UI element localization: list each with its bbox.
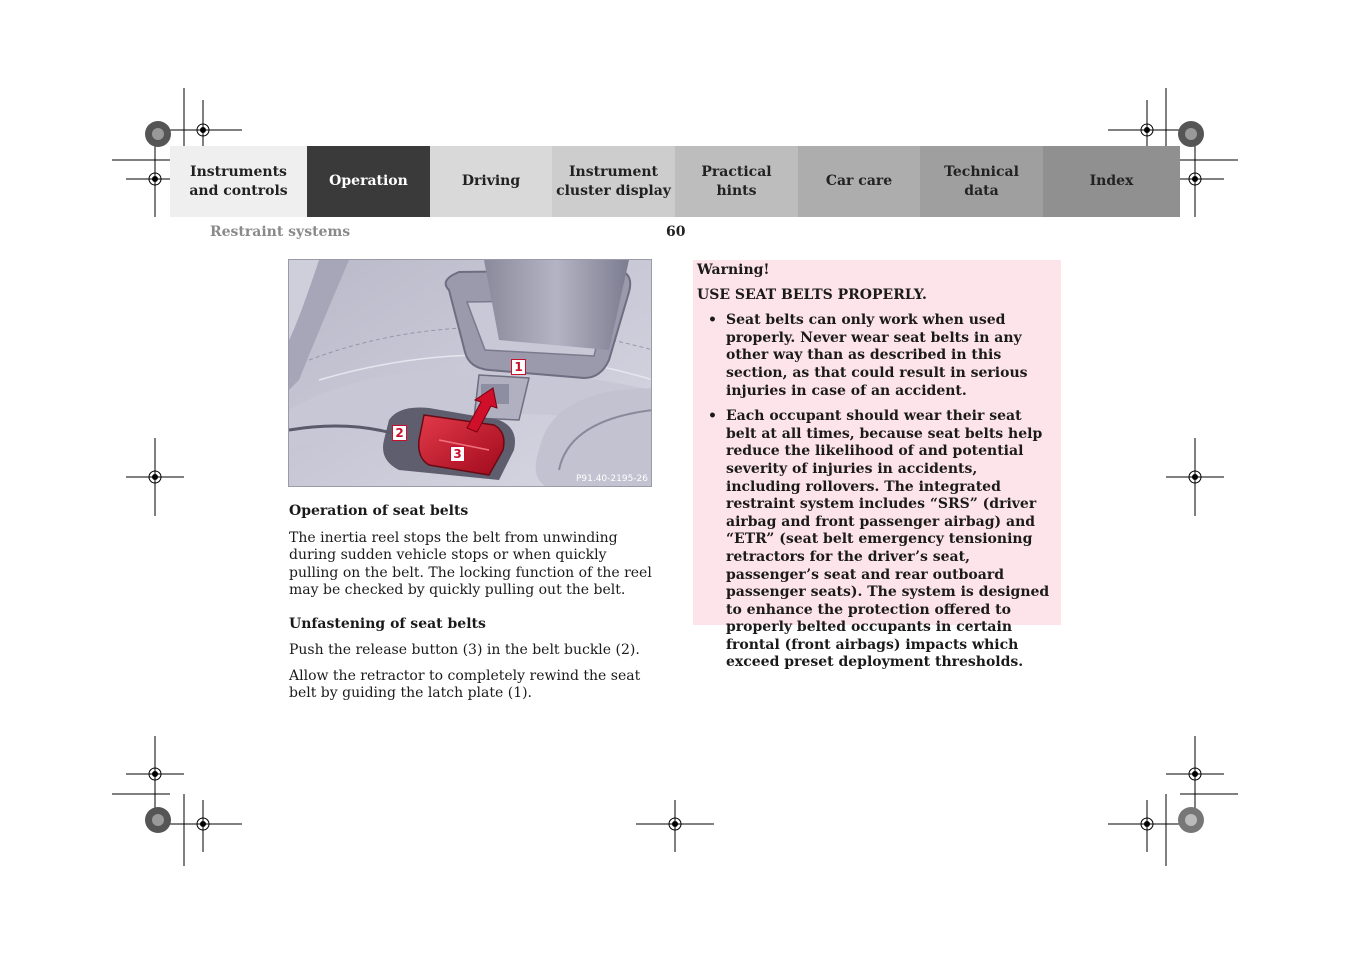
tab-practical-hints[interactable]: [675, 146, 798, 217]
figure-code: P91.40-2195-26: [575, 474, 648, 484]
tab-label: Operation: [329, 173, 408, 189]
warning-bullet-text: Each occupant should wear their seat belt at all times, because seat belts help reduce the likelihood of and potential severity of injuries in accidents, including rollovers. The integrated restraint system includes “SRS” (driver airbag and front passenger airbag) and “ETR” (seat belt emergency tensioning retractors for the driver’s seat, passenger’s seat and rear outboard passenger seats). The system is designed to enhance the protection offered to properly belted occupants in certain frontal (front airbags) impacts which exceed preset deployment thresholds.: [726, 408, 1050, 671]
paragraph-inertia-reel: The inertia reel stops the belt from unwinding during sudden vehicle stops or when quickly pulling on the belt. The locking function of the reel may be checked by quickly pulling out the belt.: [289, 529, 652, 598]
tab-instruments-and-controls[interactable]: [170, 146, 307, 217]
tab-label: Index: [1089, 173, 1134, 189]
tab-label: Practical hints: [701, 163, 772, 199]
buckle-drawing: [289, 260, 652, 487]
tab-car-care[interactable]: [798, 146, 920, 217]
callout-3: 3: [450, 446, 465, 462]
tab-technical-data[interactable]: [920, 146, 1043, 217]
warning-box: [693, 260, 1061, 671]
paragraph-release-button: Push the release button (3) in the belt buckle (2).: [289, 642, 640, 658]
tab-label: Instrument cluster display: [556, 163, 671, 199]
tab-operation[interactable]: [307, 146, 430, 217]
callout-1: 1: [511, 359, 526, 375]
chapter-tabs: [170, 146, 1180, 217]
heading-unfastening-seat-belts: Unfastening of seat belts: [289, 615, 486, 632]
tab-index[interactable]: [1043, 146, 1180, 217]
section-title: Restraint systems: [210, 224, 351, 240]
warning-bullet-item: [697, 312, 1055, 400]
warning-title: Warning!: [697, 262, 770, 278]
seat-belt-buckle-illustration: [288, 259, 652, 487]
tab-label: Driving: [461, 173, 521, 189]
page-number: 60: [666, 224, 686, 240]
warning-headline: USE SEAT BELTS PROPERLY.: [697, 286, 927, 303]
bullet-glyph: •: [708, 312, 717, 329]
warning-list: [697, 312, 1055, 672]
tab-label: Technical data: [944, 163, 1019, 199]
main-text: [289, 503, 659, 711]
bullet-glyph: •: [708, 408, 717, 425]
paragraph-retractor: Allow the retractor to completely rewind the seat belt by guiding the latch plate (1).: [289, 667, 641, 701]
callout-2: 2: [392, 425, 407, 441]
tab-label: Instruments and controls: [189, 163, 288, 199]
heading-operation-of-seat-belts: Operation of seat belts: [289, 503, 469, 519]
warning-bullet-text: Seat belts can only work when used properly. Never wear seat belts in any other way than as described in this section, as that could result in serious injuries in case of an accident.: [726, 312, 1028, 399]
warning-bullet-item: [697, 408, 1055, 672]
tab-label: Car care: [825, 173, 893, 189]
tab-driving[interactable]: [430, 146, 552, 217]
tab-instrument-cluster-display[interactable]: [552, 146, 675, 217]
